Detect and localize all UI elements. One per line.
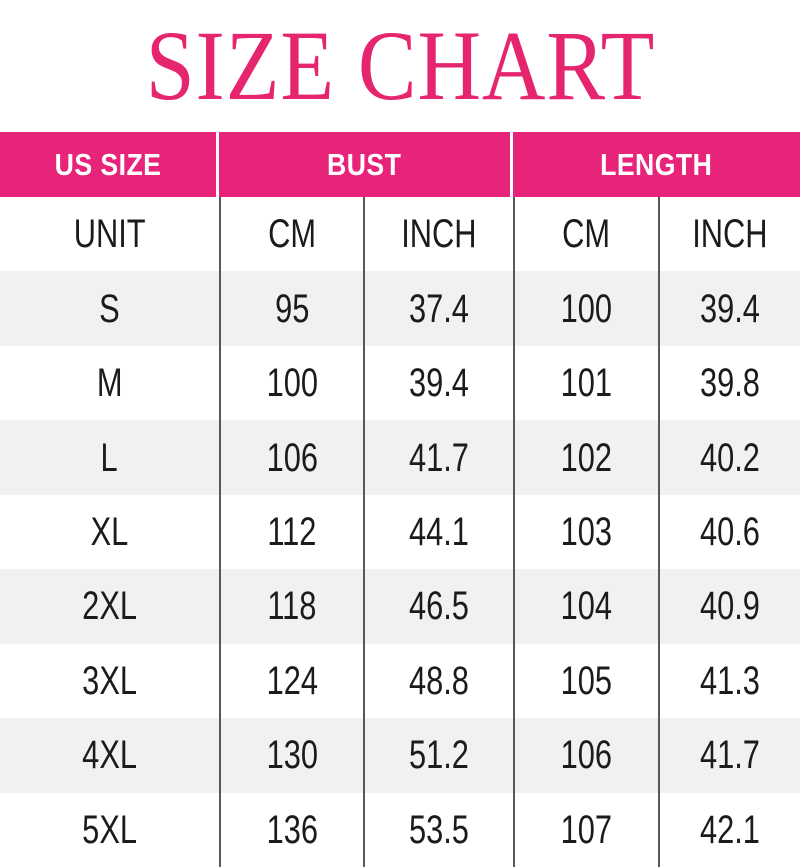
cell-size (0, 569, 219, 643)
cell-bust-cm (219, 569, 363, 643)
header-length (513, 132, 800, 197)
cell-text: XL (90, 509, 129, 554)
cell-text: 100 (266, 361, 318, 406)
cell-bust-inch (363, 271, 513, 345)
header-us-size (0, 132, 219, 197)
cell-length-cm (513, 644, 658, 718)
cell-bust-inch (363, 793, 513, 867)
cell-text: S (99, 286, 120, 331)
cell-size (0, 718, 219, 792)
cell-text: CM (268, 212, 316, 257)
cell-length-inch (658, 495, 800, 569)
cell-length-inch (658, 420, 800, 494)
cell-text: 106 (560, 733, 613, 778)
cell-text: 124 (266, 658, 318, 703)
cell-text: 102 (560, 435, 613, 480)
cell-length-cm-header (513, 197, 658, 271)
cell-bust-cm (219, 495, 363, 569)
table-row-5xl (0, 793, 800, 867)
cell-bust-cm (219, 644, 363, 718)
cell-text: 107 (560, 807, 613, 852)
table-body (0, 197, 800, 867)
cell-bust-cm (219, 420, 363, 494)
cell-text: 44.1 (409, 509, 469, 554)
cell-text: 48.8 (409, 658, 469, 703)
table-row-m (0, 346, 800, 420)
cell-size (0, 644, 219, 718)
cell-text: 100 (560, 286, 613, 331)
cell-bust-inch (363, 346, 513, 420)
cell-bust-cm (219, 718, 363, 792)
table-row-s (0, 271, 800, 345)
cell-text: CM (562, 212, 611, 257)
header-bust-label: BUST (327, 147, 402, 182)
cell-length-inch (658, 718, 800, 792)
table-row-unit (0, 197, 800, 271)
table-header-row (0, 132, 800, 197)
cell-bust-inch (363, 718, 513, 792)
cell-size (0, 793, 219, 867)
cell-text: 39.8 (700, 361, 760, 406)
cell-text: 40.6 (700, 509, 760, 554)
cell-text: 39.4 (409, 361, 469, 406)
cell-bust-inch (363, 420, 513, 494)
cell-text: 105 (560, 658, 613, 703)
cell-length-inch (658, 346, 800, 420)
cell-length-inch-header (658, 197, 800, 271)
cell-size (0, 271, 219, 345)
cell-unit-label (0, 197, 219, 271)
cell-length-cm (513, 420, 658, 494)
cell-text: UNIT (73, 212, 146, 257)
table-row-xl (0, 495, 800, 569)
cell-bust-cm (219, 271, 363, 345)
cell-length-cm (513, 718, 658, 792)
table-row-3xl (0, 644, 800, 718)
cell-text: 37.4 (409, 286, 469, 331)
cell-text: 41.7 (409, 435, 469, 480)
cell-text: INCH (692, 212, 768, 257)
cell-text: 41.3 (700, 658, 760, 703)
cell-text: 3XL (82, 658, 137, 703)
header-bust (219, 132, 513, 197)
cell-bust-inch (363, 495, 513, 569)
cell-bust-cm (219, 793, 363, 867)
cell-text: 41.7 (700, 733, 760, 778)
cell-size (0, 420, 219, 494)
cell-text: 118 (267, 584, 317, 629)
cell-text: 4XL (82, 733, 137, 778)
cell-length-cm (513, 346, 658, 420)
cell-text: 51.2 (409, 733, 469, 778)
cell-text: M (96, 361, 123, 406)
cell-bust-cm-header (219, 197, 363, 271)
cell-text: 112 (267, 509, 317, 554)
cell-text: INCH (401, 212, 477, 257)
cell-length-inch (658, 569, 800, 643)
header-length-label: LENGTH (600, 147, 713, 182)
cell-length-cm (513, 495, 658, 569)
page-title: SIZE CHART (145, 10, 655, 121)
cell-text: 53.5 (409, 807, 469, 852)
cell-text: 39.4 (700, 286, 760, 331)
cell-text: L (100, 435, 119, 480)
cell-text: 5XL (82, 807, 137, 852)
cell-text: 40.2 (700, 435, 760, 480)
cell-length-inch (658, 271, 800, 345)
cell-text: 42.1 (700, 807, 760, 852)
table-row-l (0, 420, 800, 494)
cell-bust-cm (219, 346, 363, 420)
cell-text: 101 (560, 361, 613, 406)
table-row-2xl (0, 569, 800, 643)
cell-text: 2XL (82, 584, 137, 629)
cell-text: 103 (560, 509, 613, 554)
cell-size (0, 495, 219, 569)
cell-text: 136 (266, 807, 318, 852)
cell-length-inch (658, 644, 800, 718)
cell-bust-inch (363, 644, 513, 718)
cell-bust-inch-header (363, 197, 513, 271)
cell-size (0, 346, 219, 420)
cell-text: 130 (266, 733, 318, 778)
cell-text: 40.9 (700, 584, 760, 629)
cell-text: 46.5 (409, 584, 469, 629)
header-us-size-label: US SIZE (54, 147, 162, 182)
table-row-4xl (0, 718, 800, 792)
cell-length-cm (513, 271, 658, 345)
cell-text: 95 (274, 286, 310, 331)
cell-bust-inch (363, 569, 513, 643)
cell-length-cm (513, 569, 658, 643)
cell-text: 106 (266, 435, 318, 480)
cell-length-cm (513, 793, 658, 867)
title-bar (0, 0, 800, 132)
cell-length-inch (658, 793, 800, 867)
cell-text: 104 (560, 584, 613, 629)
